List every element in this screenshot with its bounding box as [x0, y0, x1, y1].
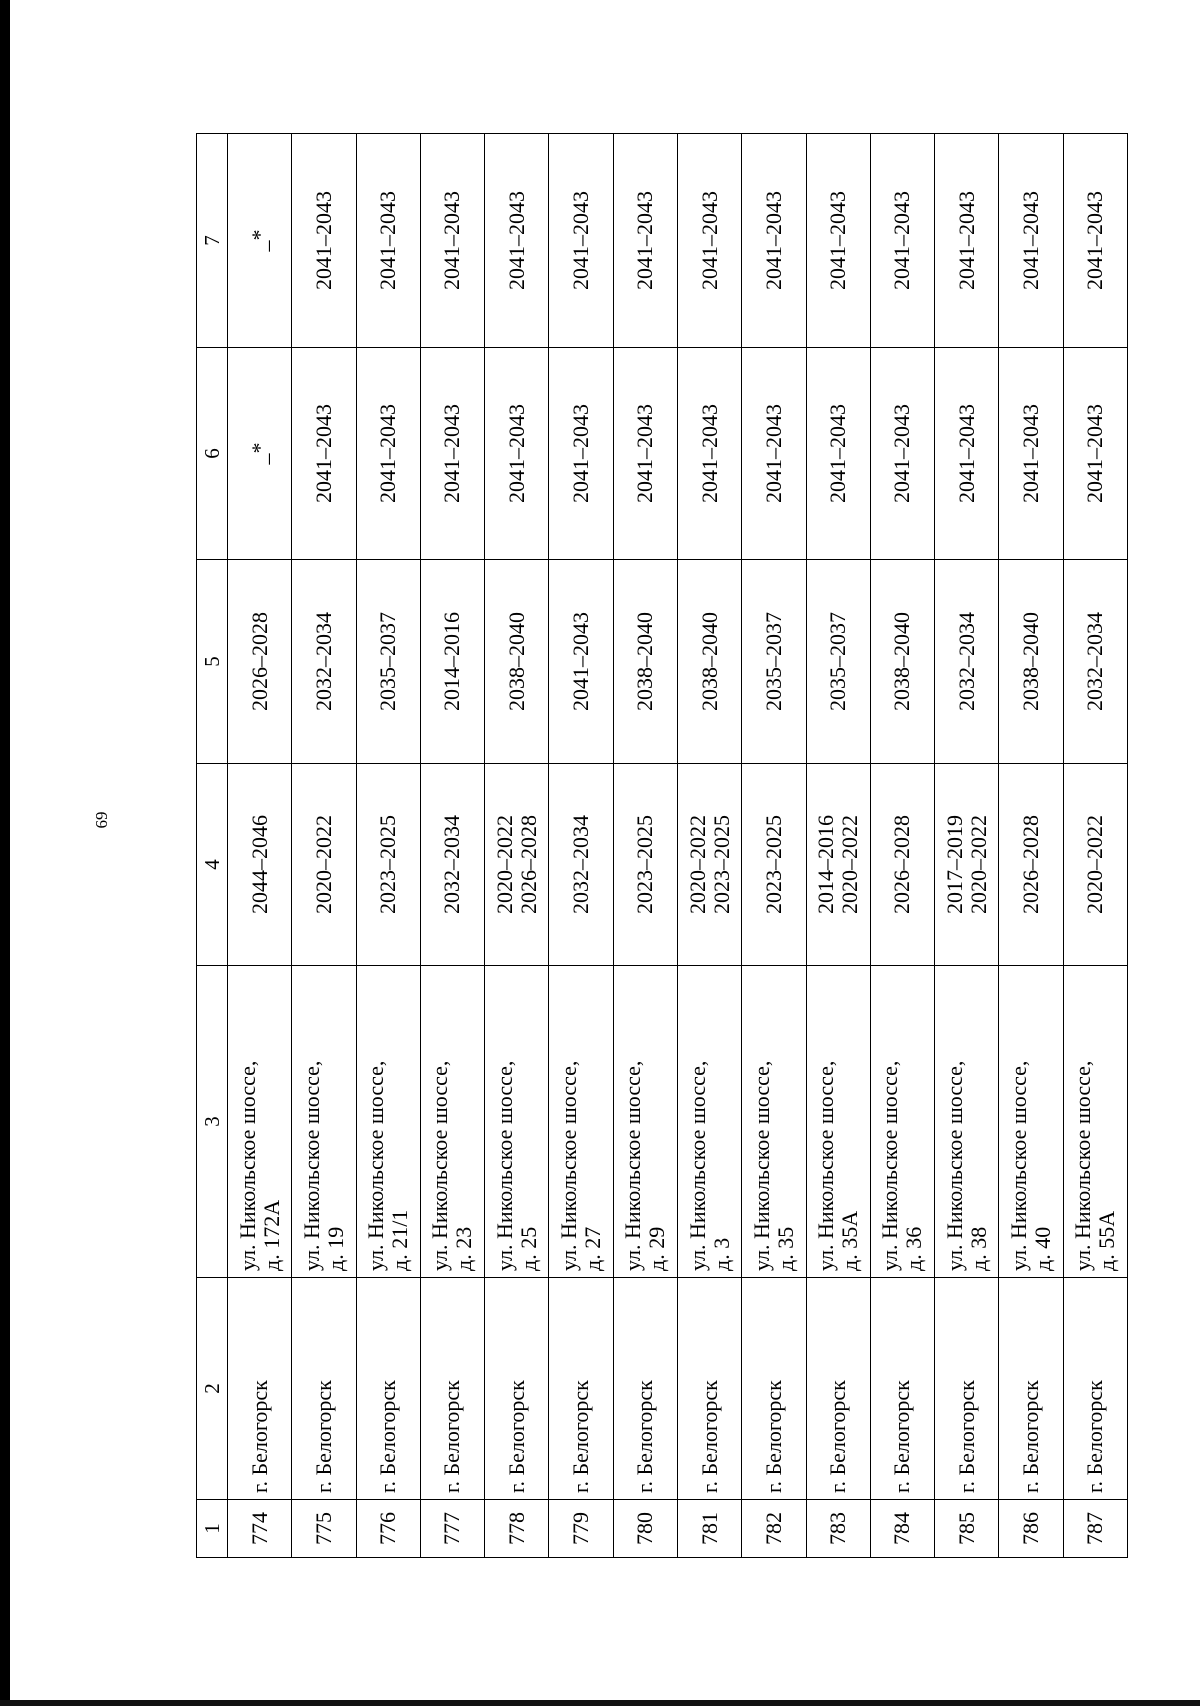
- period-col5-cell: 2032–2034: [935, 560, 999, 764]
- city-cell: г. Белогорск: [806, 1278, 870, 1500]
- period-col4-cell: [1063, 764, 1127, 966]
- address-house: д. 172А: [258, 1199, 284, 1271]
- period-value: 2020–2022: [310, 815, 336, 914]
- header-cell: 2: [197, 1278, 228, 1500]
- period-col5-cell: 2038–2040: [999, 560, 1063, 764]
- table-row: [677, 134, 741, 1558]
- table-row: [292, 134, 356, 1558]
- row-number-cell: 780: [613, 1500, 677, 1558]
- period-col4-cell: [677, 764, 741, 966]
- period-value: 2023–2025: [375, 815, 401, 914]
- table-row: [356, 134, 420, 1558]
- period-col5-cell: 2026–2028: [228, 560, 292, 764]
- city-cell: г. Белогорск: [356, 1278, 420, 1500]
- header-cell: 5: [197, 560, 228, 764]
- table-row: [806, 134, 870, 1558]
- period-value: 2014–2016: [813, 815, 839, 914]
- period-col7-cell: 2041–2043: [742, 134, 806, 348]
- page-number: 69: [92, 811, 111, 829]
- row-number-cell: 782: [742, 1500, 806, 1558]
- period-col7-cell: 2041–2043: [356, 134, 420, 348]
- period-col5-cell: 2032–2034: [1063, 560, 1127, 764]
- address-house: д. 35А: [837, 1210, 863, 1271]
- address-house: д. 3: [708, 1237, 734, 1271]
- table-row: [485, 134, 549, 1558]
- header-cell: 1: [197, 1500, 228, 1558]
- period-value: 2020–2022: [491, 815, 517, 914]
- address-house: д. 55А: [1094, 1210, 1120, 1271]
- period-value: 2023–2025: [632, 815, 658, 914]
- period-col5-cell: 2041–2043: [549, 560, 613, 764]
- period-col7-cell: 2041–2043: [1063, 134, 1127, 348]
- city-cell: г. Белогорск: [870, 1278, 934, 1500]
- period-col5-cell: 2035–2037: [356, 560, 420, 764]
- city-cell: г. Белогорск: [677, 1278, 741, 1500]
- period-value: 2017–2019: [941, 815, 967, 914]
- row-number-cell: 778: [485, 1500, 549, 1558]
- row-number-cell: 774: [228, 1500, 292, 1558]
- row-number-cell: 787: [1063, 1500, 1127, 1558]
- header-cell: 7: [197, 134, 228, 348]
- table-row: [1063, 134, 1127, 1558]
- period-col6-cell: 2041–2043: [356, 348, 420, 560]
- row-number-cell: 775: [292, 1500, 356, 1558]
- city-cell: г. Белогорск: [420, 1278, 484, 1500]
- period-col6-cell: 2041–2043: [935, 348, 999, 560]
- address-house: д. 21/1: [387, 1209, 413, 1271]
- header-cell: 4: [197, 764, 228, 966]
- address-cell: [356, 966, 420, 1278]
- period-col7-cell: 2041–2043: [870, 134, 934, 348]
- table-row: [935, 134, 999, 1558]
- period-col6-cell: _*: [228, 348, 292, 560]
- city-cell: г. Белогорск: [485, 1278, 549, 1500]
- address-street: ул. Никольское шоссе,: [234, 1060, 260, 1271]
- period-col7-cell: 2041–2043: [485, 134, 549, 348]
- address-street: ул. Никольское шоссе,: [491, 1060, 517, 1271]
- address-cell: [549, 966, 613, 1278]
- table-row: [999, 134, 1063, 1558]
- period-col6-cell: 2041–2043: [870, 348, 934, 560]
- address-cell: [1063, 966, 1127, 1278]
- address-street: ул. Никольское шоссе,: [877, 1060, 903, 1271]
- table-row: [549, 134, 613, 1558]
- address-street: ул. Никольское шоссе,: [684, 1060, 710, 1271]
- scan-edge-left: [0, 0, 10, 1706]
- row-number-cell: 779: [549, 1500, 613, 1558]
- period-col5-cell: 2038–2040: [677, 560, 741, 764]
- address-street: ул. Никольское шоссе,: [1070, 1060, 1096, 1271]
- address-house: д. 27: [580, 1226, 606, 1271]
- period-value: 2020–2022: [837, 815, 863, 914]
- row-number-cell: 786: [999, 1500, 1063, 1558]
- address-cell: [613, 966, 677, 1278]
- period-value: 2020–2022: [684, 815, 710, 914]
- header-cell: 3: [197, 966, 228, 1278]
- period-col7-cell: 2041–2043: [677, 134, 741, 348]
- city-cell: г. Белогорск: [742, 1278, 806, 1500]
- city-cell: г. Белогорск: [549, 1278, 613, 1500]
- table-row: [742, 134, 806, 1558]
- period-col5-cell: 2035–2037: [742, 560, 806, 764]
- period-col6-cell: 2041–2043: [292, 348, 356, 560]
- address-street: ул. Никольское шоссе,: [427, 1060, 453, 1271]
- city-cell: г. Белогорск: [613, 1278, 677, 1500]
- period-value: 2044–2046: [246, 815, 272, 914]
- address-cell: [806, 966, 870, 1278]
- city-cell: г. Белогорск: [935, 1278, 999, 1500]
- address-cell: [935, 966, 999, 1278]
- period-col4-cell: [999, 764, 1063, 966]
- period-col6-cell: 2041–2043: [806, 348, 870, 560]
- period-col5-cell: 2038–2040: [613, 560, 677, 764]
- address-cell: [485, 966, 549, 1278]
- period-col4-cell: [420, 764, 484, 966]
- period-col4-cell: [485, 764, 549, 966]
- period-col4-cell: [935, 764, 999, 966]
- period-col6-cell: 2041–2043: [999, 348, 1063, 560]
- header-cell: 6: [197, 348, 228, 560]
- period-col6-cell: 2041–2043: [742, 348, 806, 560]
- period-value: 2032–2034: [439, 815, 465, 914]
- period-value: 2020–2022: [1082, 815, 1108, 914]
- row-number-cell: 781: [677, 1500, 741, 1558]
- address-house: д. 29: [644, 1226, 670, 1271]
- period-col4-cell: [806, 764, 870, 966]
- row-number-cell: 785: [935, 1500, 999, 1558]
- address-cell: [870, 966, 934, 1278]
- city-cell: г. Белогорск: [292, 1278, 356, 1500]
- address-cell: [677, 966, 741, 1278]
- city-cell: г. Белогорск: [228, 1278, 292, 1500]
- header-row: [197, 134, 228, 1558]
- row-number-cell: 777: [420, 1500, 484, 1558]
- period-col7-cell: 2041–2043: [292, 134, 356, 348]
- period-col6-cell: 2041–2043: [485, 348, 549, 560]
- period-col7-cell: 2041–2043: [935, 134, 999, 348]
- row-number-cell: 783: [806, 1500, 870, 1558]
- period-col7-cell: _*: [228, 134, 292, 348]
- period-col5-cell: 2038–2040: [485, 560, 549, 764]
- period-value: 2032–2034: [568, 815, 594, 914]
- period-col4-cell: [356, 764, 420, 966]
- period-col6-cell: 2041–2043: [1063, 348, 1127, 560]
- period-col5-cell: 2014–2016: [420, 560, 484, 764]
- period-col7-cell: 2041–2043: [420, 134, 484, 348]
- period-col6-cell: 2041–2043: [549, 348, 613, 560]
- address-street: ул. Никольское шоссе,: [813, 1060, 839, 1271]
- table-row: [228, 134, 292, 1558]
- address-cell: [999, 966, 1063, 1278]
- city-cell: г. Белогорск: [999, 1278, 1063, 1500]
- address-cell: [292, 966, 356, 1278]
- period-value: 2026–2028: [889, 815, 915, 914]
- table-row: [420, 134, 484, 1558]
- period-col7-cell: 2041–2043: [999, 134, 1063, 348]
- address-house: д. 38: [965, 1226, 991, 1271]
- address-street: ул. Никольское шоссе,: [620, 1060, 646, 1271]
- period-col7-cell: 2041–2043: [549, 134, 613, 348]
- address-street: ул. Никольское шоссе,: [748, 1060, 774, 1271]
- period-col4-cell: [613, 764, 677, 966]
- address-house: д. 23: [451, 1226, 477, 1271]
- row-number-cell: 784: [870, 1500, 934, 1558]
- address-cell: [742, 966, 806, 1278]
- address-house: д. 40: [1030, 1226, 1056, 1271]
- period-col5-cell: 2032–2034: [292, 560, 356, 764]
- period-col4-cell: [292, 764, 356, 966]
- period-value: 2020–2022: [965, 815, 991, 914]
- period-col6-cell: 2041–2043: [613, 348, 677, 560]
- address-cell: [420, 966, 484, 1278]
- period-value: 2026–2028: [1018, 815, 1044, 914]
- period-col7-cell: 2041–2043: [613, 134, 677, 348]
- period-col4-cell: [870, 764, 934, 966]
- city-cell: г. Белогорск: [1063, 1278, 1127, 1500]
- period-value: 2026–2028: [515, 815, 541, 914]
- period-col4-cell: [549, 764, 613, 966]
- table-row: [613, 134, 677, 1558]
- scan-edge-bottom: [0, 1700, 1200, 1706]
- address-street: ул. Никольское шоссе,: [363, 1060, 389, 1271]
- address-street: ул. Никольское шоссе,: [298, 1060, 324, 1271]
- address-house: д. 19: [322, 1226, 348, 1271]
- address-street: ул. Никольское шоссе,: [941, 1060, 967, 1271]
- row-number-cell: 776: [356, 1500, 420, 1558]
- period-col5-cell: 2038–2040: [870, 560, 934, 764]
- period-col5-cell: 2035–2037: [806, 560, 870, 764]
- period-col7-cell: 2041–2043: [806, 134, 870, 348]
- period-col4-cell: [742, 764, 806, 966]
- address-street: ул. Никольское шоссе,: [556, 1060, 582, 1271]
- registry-table: [196, 133, 1128, 1558]
- address-house: д. 25: [515, 1226, 541, 1271]
- table-body: [228, 134, 1128, 1558]
- table-wrapper: [196, 134, 1128, 1558]
- address-street: ул. Никольское шоссе,: [1006, 1060, 1032, 1271]
- period-value: 2023–2025: [760, 815, 786, 914]
- period-col6-cell: 2041–2043: [677, 348, 741, 560]
- period-value: 2023–2025: [708, 815, 734, 914]
- address-house: д. 36: [901, 1226, 927, 1271]
- period-col6-cell: 2041–2043: [420, 348, 484, 560]
- address-cell: [228, 966, 292, 1278]
- address-house: д. 35: [772, 1226, 798, 1271]
- table-row: [870, 134, 934, 1558]
- period-col4-cell: [228, 764, 292, 966]
